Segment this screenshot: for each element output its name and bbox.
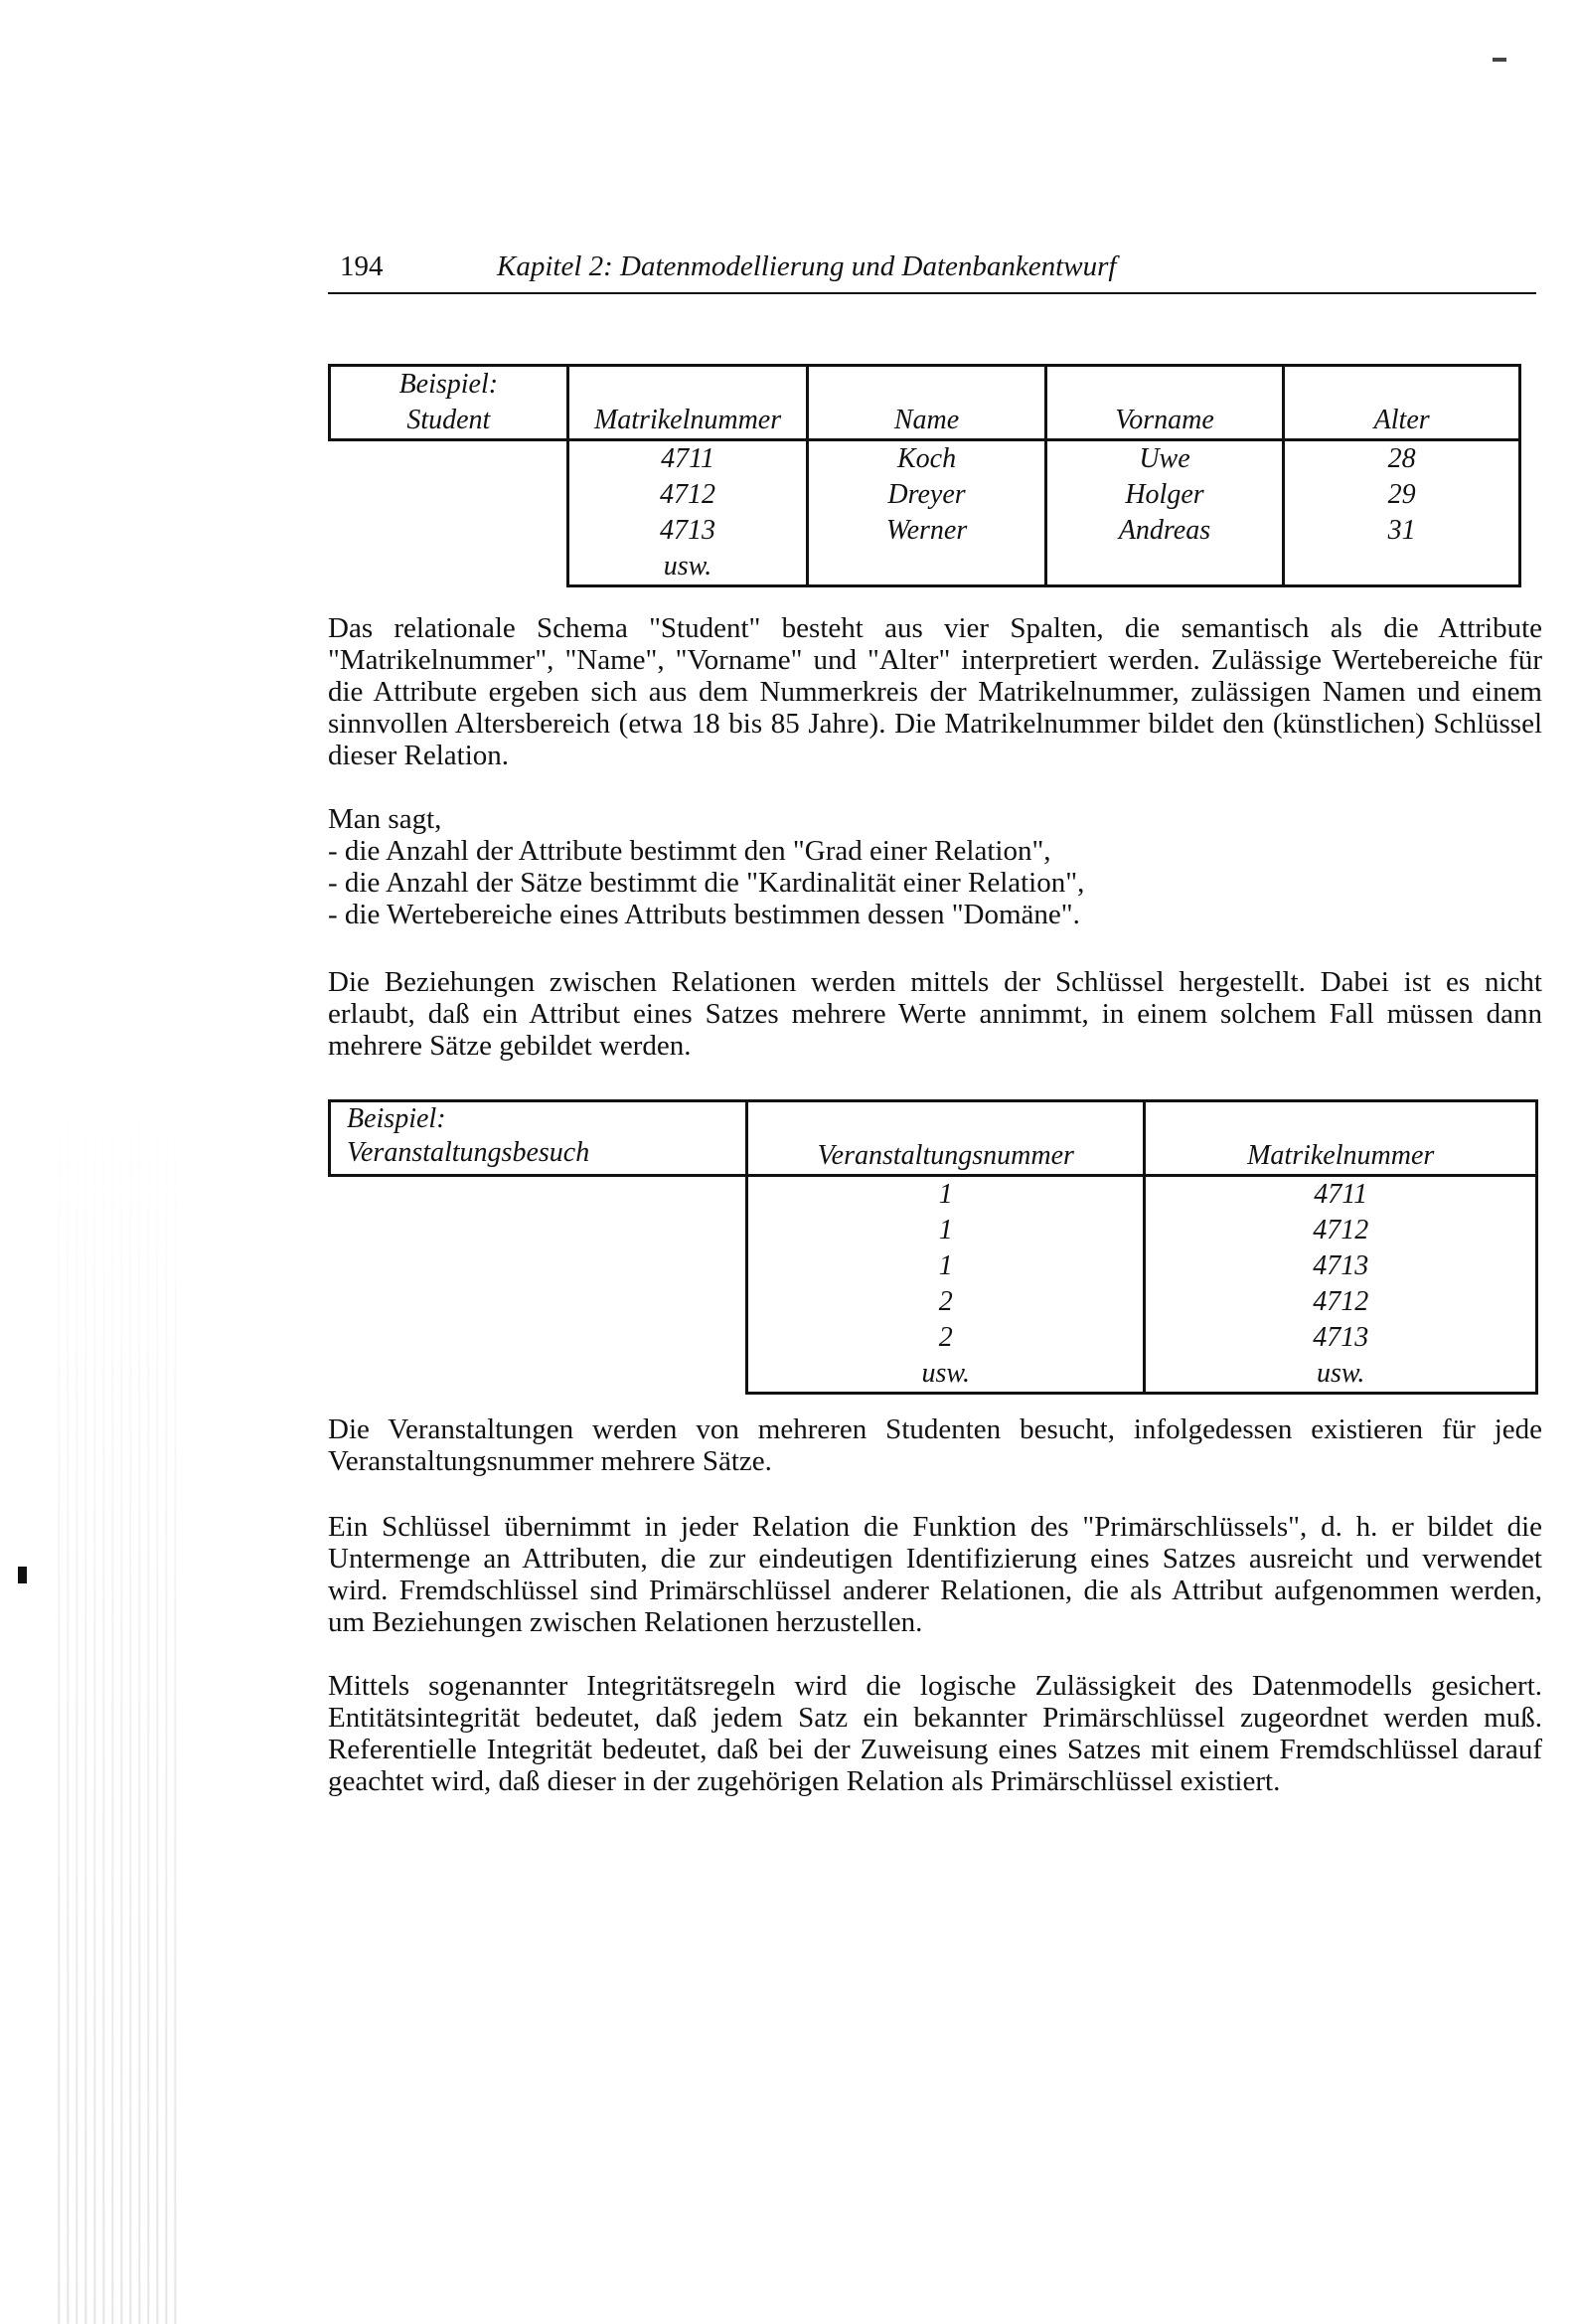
table-cell: 4711 [1145,1176,1537,1214]
table-cell: 4712 [1145,1284,1537,1320]
paragraph-veranstaltungen: Die Veranstaltungen werden von mehreren Studenten besucht, infolgedessen existieren für jede Veranstaltungsnummer mehrere Sätze. [328,1413,1542,1477]
table-row [330,440,1520,478]
table-cell: 4712 [1145,1213,1537,1248]
list-item: - die Wertebereiche eines Attributs bestimmen dessen "Domäne". [328,899,1080,930]
table-cell: 1 [747,1248,1145,1284]
table-cell: Dreyer [808,477,1045,513]
table-row [330,513,1520,549]
running-title: Kapitel 2: Datenmodellierung und Datenbankentwurf [497,250,1117,282]
table-cell: 4711 [567,440,808,478]
table-row [330,1356,1537,1394]
table-cell [1284,549,1520,586]
definition-list [328,803,1542,930]
paragraph-beziehungen: Die Beziehungen zwischen Relationen werden mittels der Schlüssel hergestellt. Dabei ist es nicht erlaubt, daß ein Attribut eines Satzes mehrere Werte annimmt, in einem solchem Fall müssen dann mehrere Sätze gebildet werden. [328,966,1542,1062]
table-cell: 4713 [1145,1320,1537,1356]
table-row [330,1213,1537,1248]
table-cell: 4713 [1145,1248,1537,1284]
caption-line: Student [406,405,491,435]
table-row [330,477,1520,513]
table-cell: usw. [747,1356,1145,1394]
table-cell: 28 [1284,440,1520,478]
table-cell: Andreas [1045,513,1284,549]
caption-line: Beispiel: [398,369,499,400]
table-cell [1045,549,1284,586]
table-cell: Holger [1045,477,1284,513]
scan-artifact [52,1103,181,2324]
column-header: Vorname [1045,366,1284,440]
page-number: 194 [340,250,384,282]
table-cell: 2 [747,1284,1145,1320]
table-cell: 2 [747,1320,1145,1356]
table-cell: 1 [747,1213,1145,1248]
table-cell: Uwe [1045,440,1284,478]
scan-artifact [18,1567,27,1583]
table-row [330,1320,1537,1356]
table-cell [808,549,1045,586]
table-caption [330,366,568,440]
veranstaltungsbesuch-table [328,1099,1538,1395]
paragraph-integritaet: Mittels sogenannter Integritätsregeln wird die logische Zulässigkeit des Datenmodells gesichert. Entitätsintegrität bedeutet, daß jedem Satz ein bekannter Primärschlüssel zugeordnet werden muß. Referentielle Integrität bedeutet, daß bei der Zuweisung eines Satzes mit einem Fremdschlüssel darauf geachtet wird, daß dieser in der zugehörigen Relation als Primärschlüssel existiert. [328,1670,1542,1797]
table-cell: usw. [1145,1356,1537,1394]
table-cell: 1 [747,1176,1145,1214]
table-row [330,1176,1537,1214]
caption-line: Beispiel: [347,1103,446,1134]
table-cell: 4713 [567,513,808,549]
column-header: Veranstaltungsnummer [747,1101,1145,1176]
paragraph-schluessel: Ein Schlüssel übernimmt in jeder Relation die Funktion des "Primärschlüssels", d. h. er bildet die Untermenge an Attributen, die zur eindeutigen Identifizierung eines Satzes ausreicht und verwendet wird. Fremdschlüssel sind Primärschlüssel anderer Relationen, die als Attribut aufgenommen werden, um Beziehungen zwischen Relationen herzustellen. [328,1511,1542,1638]
table-cell: Koch [808,440,1045,478]
student-table [328,364,1521,587]
table-cell: 29 [1284,477,1520,513]
table-row [330,1284,1537,1320]
table-cell: usw. [567,549,808,586]
column-header: Alter [1284,366,1520,440]
table-cell: Werner [808,513,1045,549]
table-row [330,1248,1537,1284]
column-header: Name [808,366,1045,440]
list-item: - die Anzahl der Attribute bestimmt den "Grad einer Relation", [328,835,1051,867]
column-header: Matrikelnummer [567,366,808,440]
list-intro: Man sagt, [328,803,442,835]
column-header: Matrikelnummer [1145,1101,1537,1176]
list-item: - die Anzahl der Sätze bestimmt die "Kardinalität einer Relation", [328,867,1085,899]
scan-artifact [1493,58,1506,62]
page-header [328,250,1536,294]
table-cell: 4712 [567,477,808,513]
paragraph-schema: Das relationale Schema "Student" besteht aus vier Spalten, die semantisch als die Attribute "Matrikelnummer", "Name", "Vorname" und "Alter" interpretiert werden. Zulässige Wertebereiche für die Attribute ergeben sich aus dem Nummerkreis der Matrikelnummer, zulässigen Namen und einem sinnvollen Altersbereich (etwa 18 bis 85 Jahre). Die Matrikelnummer bildet den (künstlichen) Schlüssel dieser Relation. [328,612,1542,771]
caption-line: Veranstaltungsbesuch [347,1137,590,1168]
table-caption [330,1101,747,1176]
table-row [330,549,1520,586]
table-cell: 31 [1284,513,1520,549]
